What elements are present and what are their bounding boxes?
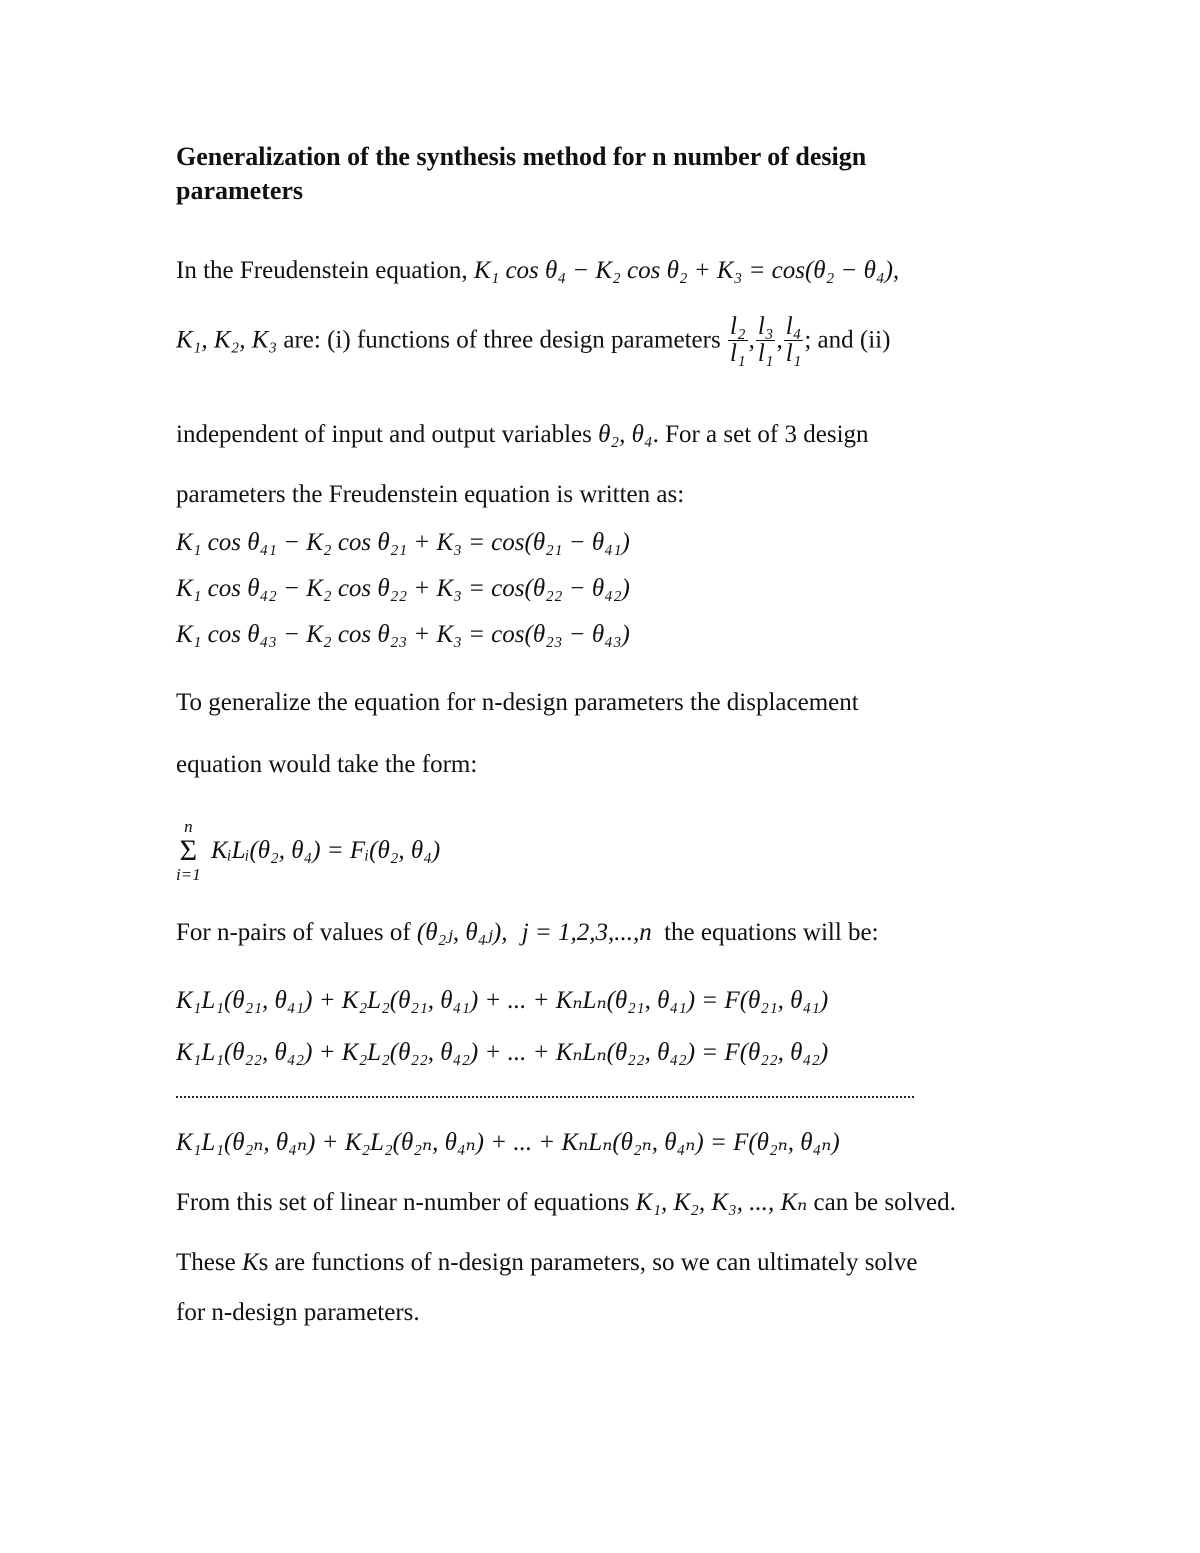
sum-body: KᵢLᵢ(θ₂, θ₄) = Fᵢ(θ₂, θ₄)	[210, 837, 441, 864]
sigma-symbol: n Σ i=1	[176, 817, 201, 884]
sum-upper-limit: n	[184, 817, 193, 836]
conclusion-line-1: These Ks are functions of n-design parameters, so we can ultimately solve	[176, 1249, 918, 1276]
ratio-l3-l1: $\frac{\text{l₃}}{\text{l₁}}$	[757, 313, 774, 367]
three-design-text: . For a set of 3 design	[652, 421, 869, 448]
independence-text: independent of input and output variables	[176, 421, 592, 448]
intro-text: In the Freudenstein equation,	[176, 257, 468, 284]
n-pairs-text: For n-pairs of values of	[176, 919, 411, 946]
freudenstein-intro	[176, 256, 899, 286]
and-ii-text: ; and (ii)	[804, 326, 891, 354]
equations-will-be-text: the equations will be:	[664, 919, 879, 946]
design-parameters-text: are: (i) functions of three design parameters	[283, 326, 721, 354]
can-be-solved-text: can be solved.	[813, 1189, 956, 1216]
independence-line	[176, 420, 869, 450]
n-equation-row-n: K₁L₁(θ₂ₙ, θ₄ₙ) + K₂L₂(θ₂ₙ, θ₄ₙ) + ... + KₙLₙ(θ₂ₙ, θ₄ₙ) = F(θ₂ₙ, θ₄ₙ)	[176, 1129, 840, 1156]
summation-equation	[176, 818, 440, 884]
design-parameters-line: K₁, K₂, K₃ are: (i) functions of three design parameters $\frac{\text{l₂}}{\text{l₁}}$ , $\frac{\text{l₃}}{\text{l₁}}$ , $\frac{\text{l₄}}{\text{l₁}}$ ; and (ii)	[176, 313, 891, 367]
document-title-line-2: parameters	[176, 176, 304, 205]
ellipsis-dotted-line	[176, 1096, 914, 1098]
written-as-line: parameters the Freudenstein equation is written as:	[176, 481, 685, 508]
ratio-l4-l1: $\frac{\text{l₄}}{\text{l₁}}$	[785, 313, 802, 367]
conclusion-line-2: for n-design parameters.	[176, 1299, 420, 1326]
constants-k: K₁, K₂, K₃	[176, 326, 278, 354]
j-range: j = 1,2,3,...,n	[521, 919, 652, 946]
ratio-l2-l1: $\frac{\text{l₂}}{\text{l₁}}$	[729, 313, 746, 367]
n-pairs-line	[176, 918, 879, 948]
equation-set-row-3: K₁ cos θ₄₃ − K₂ cos θ₂₃ + K₃ = cos(θ₂₃ − θ₄₃)	[176, 621, 630, 648]
input-output-variables: θ₂, θ₄	[598, 421, 653, 448]
document-title-line-1: Generalization of the synthesis method for n number of design	[176, 142, 867, 171]
freudenstein-equation: K₁ cos θ₄ − K₂ cos θ₂ + K₃ = cos(θ₂ − θ₄),	[473, 257, 900, 284]
ks-symbol: K	[241, 1249, 259, 1276]
equation-set-row-2: K₁ cos θ₄₂ − K₂ cos θ₂₂ + K₃ = cos(θ₂₂ − θ₄₂)	[176, 575, 630, 602]
solved-line	[176, 1188, 956, 1218]
generalize-line-2: equation would take the form:	[176, 751, 478, 778]
equation-set-row-1: K₁ cos θ₄₁ − K₂ cos θ₂₁ + K₃ = cos(θ₂₁ − θ₄₁)	[176, 529, 630, 556]
n-equation-row-1: K₁L₁(θ₂₁, θ₄₁) + K₂L₂(θ₂₁, θ₄₁) + ... + KₙLₙ(θ₂₁, θ₄₁) = F(θ₂₁, θ₄₁)	[176, 987, 829, 1014]
constants-k-n: K₁, K₂, K₃, ..., Kₙ	[635, 1189, 808, 1216]
theta-pairs: (θ₂ⱼ, θ₄ⱼ),	[416, 919, 508, 946]
n-equation-row-2: K₁L₁(θ₂₂, θ₄₂) + K₂L₂(θ₂₂, θ₄₂) + ... + KₙLₙ(θ₂₂, θ₄₂) = F(θ₂₂, θ₄₂)	[176, 1039, 829, 1066]
solved-text: From this set of linear n-number of equations	[176, 1189, 630, 1216]
generalize-line-1: To generalize the equation for n-design parameters the displacement	[176, 689, 859, 716]
sum-lower-limit: i=1	[176, 865, 201, 884]
